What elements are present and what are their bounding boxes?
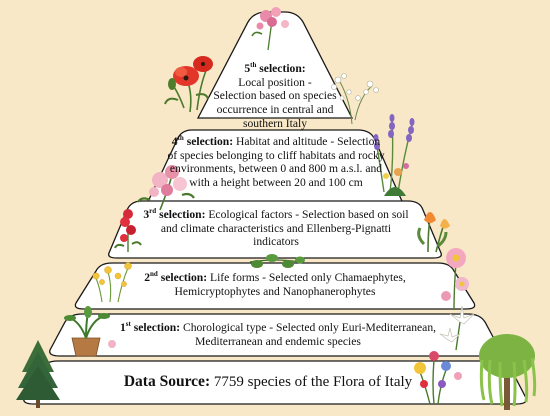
level-2-lead: Life forms - Selected only Chamaephytes, <box>210 271 406 284</box>
level-5-ordinal: 5th selection: <box>244 61 306 75</box>
level-5-text <box>205 62 345 130</box>
level-1-ordinal: 1st selection: <box>119 320 181 334</box>
level-5-line-4: southern Italy <box>242 116 308 130</box>
level-4-lead: Habitat and altitude - Selection <box>235 135 381 148</box>
level-5-line-2: Selection based on species <box>213 89 337 103</box>
level-1-lead: Chorological type - Selected only Euri-Mediterranean, <box>182 321 437 334</box>
level-2-ordinal: 2nd selection: <box>144 270 208 284</box>
level-3-ordinal: 3rd selection: <box>143 207 206 221</box>
level-3-lead: Ecological factors - Selection based on soil <box>208 208 409 221</box>
level-5-line-1: Local position - <box>238 75 312 89</box>
level-1-text <box>112 321 444 348</box>
level-4-line-3: with a height between 20 and 100 cm <box>189 176 363 190</box>
level-3-line-1: and climate characteristics and Ellenberg-Pignatti indicators <box>160 221 392 249</box>
level-4-text <box>160 135 392 190</box>
level-4-line-2: environments, between 0 and 800 m a.s.l. and <box>169 162 383 176</box>
data-source-text <box>118 373 418 392</box>
level-3-text <box>140 208 412 249</box>
level-4-line-1: of species belonging to cliff habitats and rocky <box>167 148 385 162</box>
level-1-line-1: Mediterranean and endemic species <box>195 334 361 348</box>
level-2-line-1: Hemicryptophytes and Nanophanerophytes <box>174 284 376 298</box>
data-source-value: 7759 species of the Flora of Italy <box>213 374 413 390</box>
level-5-line-3: occurrence in central and <box>216 103 334 117</box>
data-source-label: Data Source: <box>123 373 211 390</box>
level-4-ordinal: 4th selection: <box>171 134 234 148</box>
level-2-text <box>128 271 422 298</box>
